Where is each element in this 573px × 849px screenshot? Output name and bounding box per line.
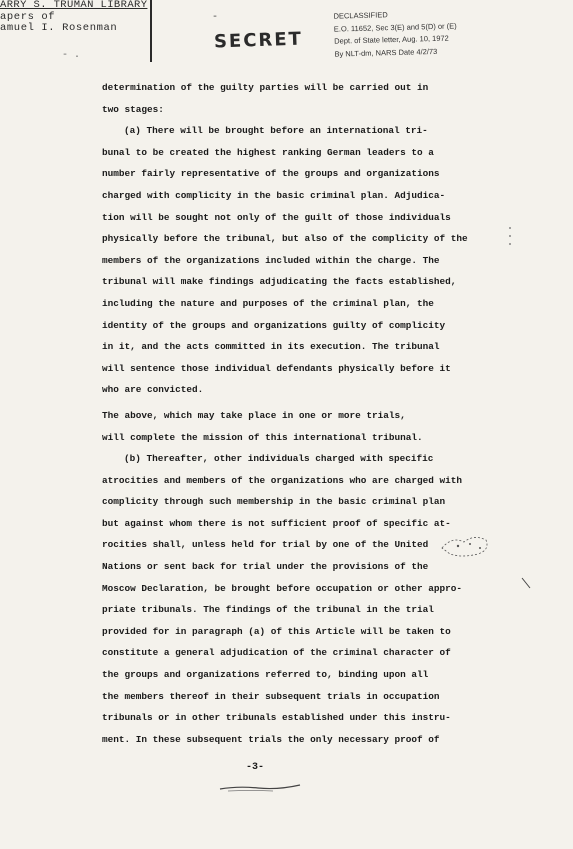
archive-line-2: apers of — [0, 10, 56, 23]
body-line: two stages: — [102, 103, 164, 115]
body-line: including the nature and purposes of the criminal plan, the — [102, 297, 434, 309]
body-line: constitute a general adjudication of the criminal character of — [102, 647, 451, 659]
archive-line-3: amuel I. Rosenman — [0, 22, 118, 34]
document-body — [102, 77, 468, 750]
body-line: The above, which may take place in one or more trials, — [102, 409, 406, 421]
body-line: Moscow Declaration, be brought before occupation or other appro- — [102, 582, 463, 594]
declass-line-1: DECLASSIFIED — [333, 10, 388, 21]
body-line: tribunal will make findings adjudicating the facts established, — [102, 276, 457, 288]
page-number: -3- — [246, 762, 265, 773]
body-line: the groups and organizations referred to, binding upon all — [102, 669, 429, 681]
body-line: priate tribunals. The findings of the tribunal in the trial — [102, 604, 434, 616]
archive-line-1: ARRY S. TRUMAN LIBRARY — [0, 0, 148, 11]
body-line: complicity through such membership in the basic criminal plan — [102, 496, 446, 508]
body-line: identity of the groups and organizations guilty of complicity — [102, 319, 446, 331]
body-line: the members thereof in their subsequent trials in occupation — [102, 690, 440, 702]
margin-stamp-mark — [438, 528, 494, 562]
body-line: will complete the mission of this international tribunal. — [102, 431, 423, 443]
body-line: physically before the tribunal, but also of the complicity of the — [102, 233, 468, 245]
body-line: tribunals or in other tribunals established under this instru- — [102, 712, 451, 724]
declass-line-4: By NLT-dm, NARS Date 4/2/73 — [334, 46, 438, 59]
body-line: Nations or sent back for trial under the provisions of the — [102, 561, 429, 573]
paragraph-b-start: (b) Thereafter, other individuals charged with specific — [124, 453, 434, 465]
body-line: determination of the guilty parties will be carried out in — [102, 82, 429, 93]
body-line: number fairly representative of the groups and organizations — [102, 168, 440, 180]
stamp-dash-mark: ‐ — [212, 12, 219, 23]
declassification-stamp — [333, 7, 457, 60]
paragraph-a-start: (a) There will be brought before an international tri- — [124, 125, 428, 137]
body-line: will sentence those individual defendants physically before it — [102, 362, 451, 374]
body-line: charged with complicity in the basic criminal plan. Adjudica- — [102, 189, 446, 201]
body-line: provided for in paragraph (a) of this Article will be taken to — [102, 625, 451, 637]
margin-tick — [520, 576, 532, 590]
margin-tick-mark: - . — [62, 50, 81, 61]
declass-line-3: Dept. of State letter, Aug. 10, 1972 — [334, 33, 449, 46]
handwritten-squiggle — [218, 780, 302, 794]
margin-dots — [505, 222, 515, 252]
archive-header-rule — [150, 0, 152, 62]
body-line: members of the organizations included within the charge. The — [102, 254, 440, 266]
secret-stamp: SECRET — [213, 28, 304, 53]
body-line: rocities shall, unless held for trial by one of the United — [102, 539, 429, 551]
body-line: ment. In these subsequent trials the only necessary proof of — [102, 733, 440, 745]
body-line: but against whom there is not sufficient proof of specific at- — [102, 517, 451, 529]
archive-header — [0, 0, 147, 35]
declass-line-2: E.O. 11652, Sec 3(E) and 5(D) or (E) — [333, 20, 457, 34]
body-line: bunal to be created the highest ranking German leaders to a — [102, 146, 434, 158]
body-line: tion will be sought not only of the guilt of those individuals — [102, 211, 451, 223]
body-line: who are convicted. — [102, 384, 204, 396]
body-line: atrocities and members of the organizations who are charged with — [102, 474, 463, 486]
body-line: in it, and the acts committed in its execution. The tribunal — [102, 341, 440, 353]
